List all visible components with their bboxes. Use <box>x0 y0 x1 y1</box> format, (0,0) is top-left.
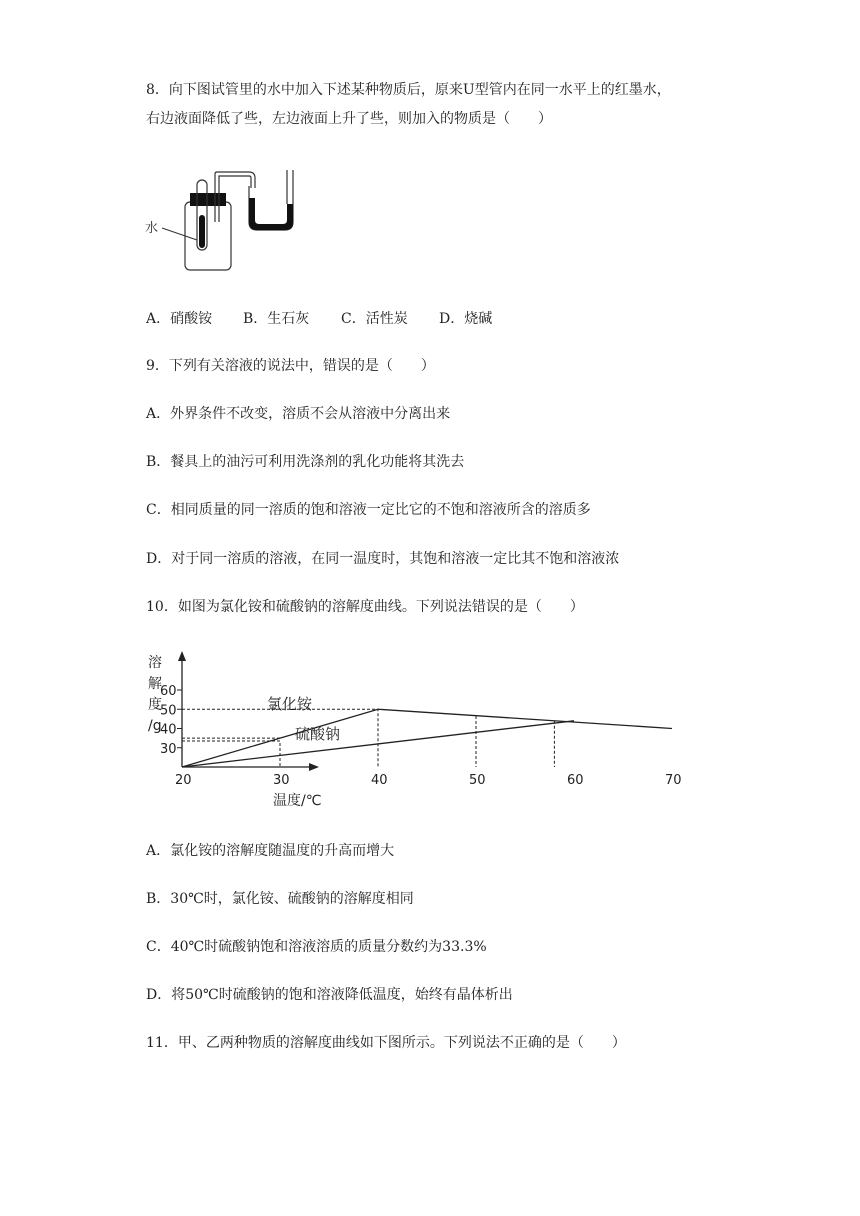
q10-stem: 10．如图为氯化铵和硫酸钠的溶解度曲线。下列说法错误的是（ ） <box>146 599 584 615</box>
q8-option-b[interactable]: B．生石灰 <box>243 311 310 327</box>
x-tick-label: 60 <box>567 773 584 788</box>
q8-option-a[interactable]: A．硝酸铵 <box>146 311 213 327</box>
y-axis-label-char: /g <box>148 718 162 734</box>
series-label-ammonium-chloride: 氯化铵 <box>267 695 313 713</box>
q8-stem-line2: 右边液面降低了些，左边液面上升了些，则加入的物质是（ ） <box>146 111 552 127</box>
q10-option-b[interactable]: B．30℃时，氯化铵、硫酸钠的溶解度相同 <box>146 891 414 907</box>
q10-option-c[interactable]: C．40℃时硫酸钠饱和溶液溶质的质量分数约为33.3% <box>146 939 487 955</box>
q9-option-c[interactable]: C．相同质量的同一溶质的饱和溶液一定比它的不饱和溶液所含的溶质多 <box>146 502 591 518</box>
x-tick-label: 40 <box>371 773 388 788</box>
y-tick-label: 40 <box>160 722 177 738</box>
q8-apparatus-figure <box>145 160 305 280</box>
x-tick-label: 70 <box>665 773 682 788</box>
x-axis-arrow <box>309 763 319 771</box>
x-tick-label: 50 <box>469 773 486 788</box>
series-label-sodium-sulfate: 硫酸钠 <box>295 725 341 743</box>
q8-stem-line1: 8．向下图试管里的水中加入下述某种物质后，原来U型管内在同一水平上的红墨水， <box>146 82 671 98</box>
y-tick-label: 60 <box>160 684 177 699</box>
x-tick-label: 20 <box>175 773 192 788</box>
solubility-chart <box>145 645 682 815</box>
q9-option-a[interactable]: A．外界条件不改变，溶质不会从溶液中分离出来 <box>146 406 451 422</box>
q8-option-d[interactable]: D．烧碱 <box>439 311 493 327</box>
q11-stem: 11．甲、乙两种物质的溶解度曲线如下图所示。下列说法不正确的是（ ） <box>146 1035 626 1051</box>
q9-stem: 9．下列有关溶液的说法中，错误的是（ ） <box>146 358 435 374</box>
water-label-line <box>162 228 197 240</box>
x-tick-label: 30 <box>273 773 290 788</box>
test-tube-water <box>199 215 205 248</box>
q10-option-d[interactable]: D．将50℃时硫酸钠的饱和溶液降低温度，始终有晶体析出 <box>146 987 513 1003</box>
q9-option-d[interactable]: D．对于同一溶质的溶液，在同一温度时，其饱和溶液一定比其不饱和溶液浓 <box>146 551 620 567</box>
stopper <box>190 193 226 206</box>
y-tick-label: 50 <box>160 703 177 719</box>
y-axis-label-char: 度 <box>148 697 162 713</box>
x-axis-label: 温度/℃ <box>273 793 322 809</box>
y-axis-arrow <box>178 651 186 661</box>
q8-option-c[interactable]: C．活性炭 <box>341 311 408 327</box>
water-label: 水 <box>145 221 159 236</box>
y-axis-label-char: 溶 <box>148 655 162 671</box>
y-axis-label-char: 解 <box>148 676 162 692</box>
y-tick-label: 30 <box>160 741 177 757</box>
q9-option-b[interactable]: B．餐具上的油污可利用洗涤剂的乳化功能将其洗去 <box>146 454 465 470</box>
q10-option-a[interactable]: A．氯化铵的溶解度随温度的升高而增大 <box>146 843 395 859</box>
bottle <box>185 202 231 270</box>
